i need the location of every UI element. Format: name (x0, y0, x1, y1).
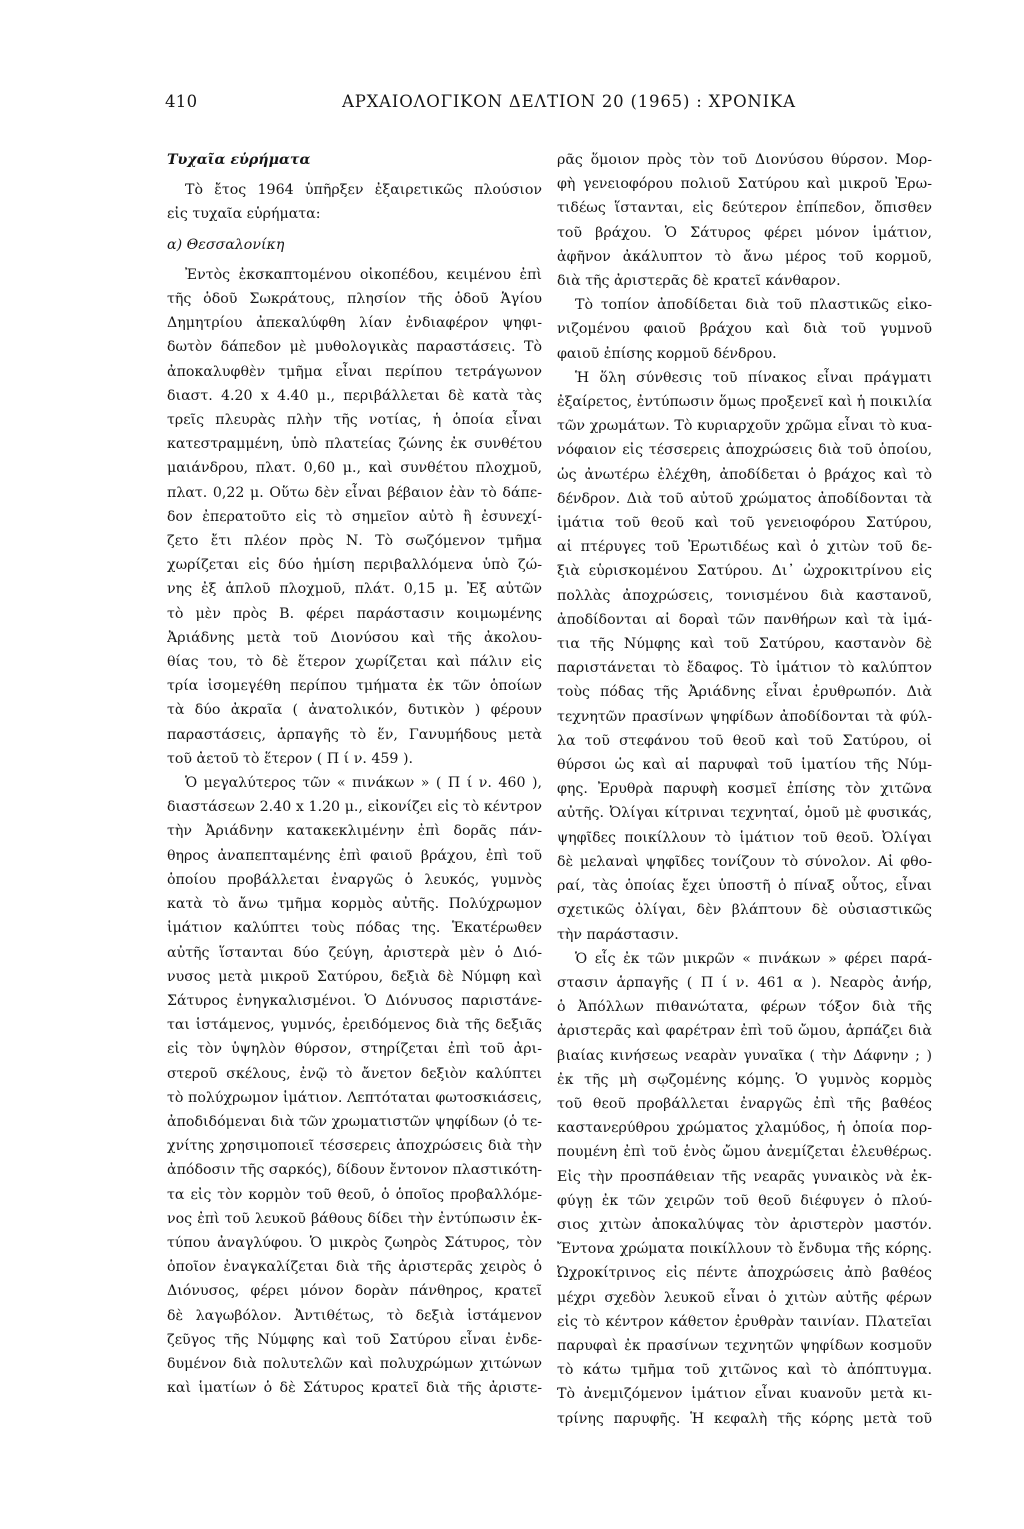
text-line: νος ἐπὶ τοῦ λευκοῦ βάθους δίδει τὴν ἐντύπωσιν ἐκ- (167, 1210, 542, 1227)
subsection-heading: α) Θεσσαλονίκη (167, 236, 285, 253)
text-line: εἰς τὸν ὑψηλὸν θύρσον, στηρίζεται ἐπὶ τοῦ ἀρι- (167, 1041, 542, 1058)
text-line: τὴν παράστασιν. (557, 926, 679, 943)
text-line: Ὠχροκίτρινος εἰς πέντε ἀποχρώσεις ἀπὸ βαθέος (557, 1265, 932, 1282)
text-line: ἐκ τῆς μὴ σῳζομένης κόμης. Ὁ γυμνὸς κορμὸς (557, 1071, 932, 1088)
text-line: νόφαιον εἰς τέσσερεις ἀποχρώσεις διὰ τοῦ ὁποίου, (557, 442, 932, 459)
text-line: λα τοῦ στεφάνου τοῦ θεοῦ καὶ τοῦ Σατύρου, οἱ (557, 732, 932, 749)
text-line: ραί, τὰς ὁποίας ἔχει ὑποστῆ ὁ πίναξ οὗτος, εἶναι (557, 878, 932, 895)
running-header (0, 92, 1024, 116)
page-number: 410 (165, 92, 198, 111)
text-line: παραστάσεις, ἁρπαγῆς τὸ ἕν, Γανυμήδους μετὰ (167, 726, 542, 743)
text-line: ἀποδίδονται αἱ δοραὶ τῶν πανθήρων καὶ τὰ ἱμά- (557, 611, 932, 628)
text-line: ὁποῖον ἐναγκαλίζεται διὰ τῆς ἀριστερᾶς χειρὸς ὁ (167, 1259, 542, 1276)
text-line: ται ἱστάμενος, γυμνός, ἐρειδόμενος διὰ τῆς δεξιᾶς (167, 1017, 542, 1034)
text-line: τοῦ ἀετοῦ τὸ ἕτερον ( Π ί ν. 459 ). (167, 750, 413, 767)
text-line: τὸ κάτω τμῆμα τοῦ χιτῶνος καὶ τὸ ἀπόπτυγμα. (557, 1362, 932, 1379)
text-line: τὸ πολύχρωμον ἱμάτιον. Λεπτόταται φωτοσκιάσεις, (167, 1089, 542, 1106)
text-line: τύπου ἀναγλύφου. Ὁ μικρὸς ζωηρὸς Σάτυρος, τὸν (167, 1234, 542, 1251)
text-line: Τὸ ἀνεμιζόμενον ἱμάτιον εἶναι κυανοῦν μετὰ κι- (557, 1386, 932, 1403)
text-line: δον ἐπερατοῦτο εἰς τὸ σημεῖον αὐτὸ ἢ ἐσυνεχί- (167, 508, 542, 525)
text-line: πουμένη ἐπὶ τοῦ ἑνὸς ὤμου ἀνεμίζεται ἐλευθέρως. (557, 1144, 932, 1161)
text-line: νυσος μετὰ μικροῦ Σατύρου, δεξιὰ δὲ Νύμφη καὶ (167, 968, 542, 985)
text-line: τοῦ βράχου. Ὁ Σάτυρος φέρει μόνον ἱμάτιον, (557, 224, 932, 241)
text-line: διαστ. 4.20 x 4.40 μ., περιβάλλεται δὲ κατὰ τὰς (167, 387, 542, 404)
text-line: Ἡ ὅλη σύνθεσις τοῦ πίνακος εἶναι πράγματι (575, 369, 932, 386)
text-line: ἐξαίρετος, ἐντύπωσιν ὅμως προξενεῖ καὶ ἡ ποικιλία (557, 394, 932, 411)
text-line: εἰς τυχαῖα εὑρήματα: (167, 206, 321, 223)
text-line: διαστάσεων 2.40 x 1.20 μ., εἰκονίζει εἰς τὸ κέντρον (167, 799, 542, 816)
text-line: ἀπόδοσιν τῆς σαρκός), δίδουν ἔντονον πλαστικότη- (167, 1162, 542, 1179)
text-line: φης. Ἐρυθρὰ παρυφὴ κοσμεῖ ἐπίσης τὸν χιτῶνα (557, 781, 932, 798)
text-line: τῶν χρωμάτων. Τὸ κυριαρχοῦν χρῶμα εἶναι τὸ κυα- (557, 418, 932, 435)
text-line: μαιάνδρου, πλατ. 0,60 μ., καὶ συνθέτου πλοχμοῦ, (167, 460, 542, 477)
text-line: τὰ δύο ἀκραῖα ( ἀνατολικόν, δυτικὸν ) φέρουν (167, 702, 542, 719)
text-line: τρία ἰσομεγέθη περίπου τμήματα ἐκ τῶν ὁποίων (167, 678, 542, 695)
text-line: καὶ ἱματίων ὁ δὲ Σάτυρος κρατεῖ διὰ τῆς ἀριστε- (167, 1380, 542, 1397)
text-line: νιζομένου φαιοῦ βράχου καὶ διὰ τοῦ γυμνοῦ (557, 321, 932, 338)
text-line: θηρος ἀναπεπταμένης ἐπὶ φαιοῦ βράχου, ἐπὶ τοῦ (167, 847, 542, 864)
text-line: τεχνητῶν πρασίνων ψηφίδων ἀποδίδονται τὰ φύλ- (557, 708, 932, 725)
text-line: χωρίζεται εἰς δύο ἡμίση περιβαλλόμενα ὑπὸ ζώ- (167, 557, 542, 574)
text-line: ὁποίου προβάλλεται ἐναργῶς ὁ λευκός, γυμνὸς (167, 871, 542, 888)
left-column (167, 148, 542, 1400)
text-line: Εἰς τὴν προσπάθειαν τῆς νεαρᾶς γυναικὸς νὰ ἐκ- (557, 1168, 932, 1185)
text-line: φὴ γενειοφόρου πολιοῦ Σατύρου καὶ μικροῦ Ἐρω- (557, 176, 932, 193)
text-line: κατεστραμμένη, ὑπὸ πλατείας ζώνης ἐκ συνθέτου (167, 436, 542, 453)
text-line: ζεῦγος τῆς Νύμφης καὶ τοῦ Σατύρου εἶναι ἐνδε- (167, 1331, 542, 1348)
text-line: πολλὰς ἀποχρώσεις, τονισμένου διὰ καστανοῦ, (557, 587, 932, 604)
text-line: ἀφῆνον ἀκάλυπτον τὸ ἄνω μέρος τοῦ κορμοῦ, (557, 248, 932, 265)
text-line: δωτὸν δάπεδον μὲ μυθολογικὰς παραστάσεις. Τὸ (167, 339, 542, 356)
text-line: Σάτυρος ἐνηγκαλισμένοι. Ὁ Διόνυσος παριστάνε- (167, 992, 542, 1009)
text-line: στεροῦ σκέλους, ἐνῷ τὸ ἄνετον δεξιὸν καλύπτει (167, 1065, 542, 1082)
text-line: κατὰ τὸ ἄνω τμῆμα κορμὸς αὐτῆς. Πολύχρωμον (167, 896, 542, 913)
text-line: τρεῖς πλευρὰς πλὴν τῆς νοτίας, ἡ ὁποία εἶναι (167, 412, 542, 429)
text-line: σχετικῶς ὀλίγαι, δὲν βλάπτουν δὲ οὐσιαστικῶς (557, 902, 932, 919)
text-line: σιος χιτὼν ἀποκαλύψας τὸν ἀριστερὸν μαστόν. (557, 1216, 932, 1233)
text-line: Δημητρίου ἀπεκαλύφθη λίαν ἐνδιαφέρον ψηφι- (167, 315, 542, 332)
text-line: θίας του, τὸ δὲ ἕτερον χωρίζεται καὶ πάλιν εἰς (167, 654, 542, 671)
text-line: παριστάνεται τὸ ἔδαφος. Τὸ ἱμάτιον τὸ καλύπτον (557, 660, 932, 677)
text-line: ἀποκαλυφθὲν τμῆμα εἶναι περίπου τετράγωνον (167, 363, 542, 380)
running-head-title: ΑΡΧΑΙΟΛΟΓΙΚΟΝ ΔΕΛΤΙΟΝ 20 (1965) : ΧΡΟΝΙΚΑ (342, 92, 796, 111)
text-line: δὲ λαγωβόλον. Ἀντιθέτως, τὸ δεξιὰ ἱστάμενον (167, 1307, 542, 1324)
text-line: φαιοῦ ἐπίσης κορμοῦ δένδρου. (557, 345, 777, 362)
text-line: Ἔντονα χρώματα ποικίλλουν τὸ ἔνδυμα τῆς κόρης. (557, 1241, 932, 1258)
text-line: τῆς ὁδοῦ Σωκράτους, πλησίον τῆς ὁδοῦ Ἁγίου (167, 291, 542, 308)
text-line: ζετο ἔτι πλέον πρὸς Ν. Τὸ σωζόμενον τμῆμα (167, 533, 542, 550)
text-line: ἱμάτιον καλύπτει τοὺς πόδας της. Ἑκατέρωθεν (167, 920, 542, 937)
text-line: ρᾶς ὅμοιον πρὸς τὸν τοῦ Διονύσου θύρσον. Μορ- (557, 152, 932, 168)
text-line: δὲ μελαναὶ ψηφῖδες τονίζουν τὸ σύνολον. Αἱ φθο- (557, 853, 932, 870)
text-line: καστανερύθρου χρώματος χλαμύδος, ἡ ὁποία πορ- (557, 1120, 932, 1137)
text-line: δυμένον διὰ πολυτελῶν καὶ πολυχρώμων χιτώνων (167, 1355, 542, 1372)
text-line: ψηφῖδες ποικίλλουν τὸ ἱμάτιον τοῦ θεοῦ. Ὀλίγαι (557, 829, 932, 846)
text-line: νης ἐξ ἁπλοῦ πλοχμοῦ, πλάτ. 0,15 μ. Ἐξ αὐτῶν (167, 581, 542, 598)
text-line: Ἐντὸς ἐκσκαπτομένου οἰκοπέδου, κειμένου ἐπὶ (185, 266, 542, 283)
right-column (557, 148, 932, 1431)
text-line: τια τῆς Νύμφης καὶ τοῦ Σατύρου, καστανὸν δὲ (557, 636, 932, 653)
text-line: παρυφαὶ ἐκ πρασίνων τεχνητῶν ψηφίδων κοσμοῦν (557, 1337, 932, 1354)
text-line: ξιὰ εὑρισκομένου Σατύρου. Δι᾽ ὠχροκιτρίνου εἰς (557, 563, 932, 580)
text-line: ἀριστερᾶς καὶ φαρέτραν ἐπὶ τοῦ ὤμου, ἁρπάζει διὰ (557, 1023, 932, 1040)
text-line: ὁ Ἀπόλλων πιθανώτατα, φέρων τόξον διὰ τῆς (557, 999, 932, 1016)
text-line: αὐτῆς. Ὀλίγαι κίτριναι τεχνηταί, ὁμοῦ μὲ φυσικάς, (557, 805, 932, 822)
text-line: ὡς ἀνωτέρω ἐλέχθη, ἀποδίδεται ὁ βράχος καὶ τὸ (557, 466, 932, 483)
text-line: πλατ. 0,22 μ. Οὕτω δὲν εἶναι βέβαιον ἐὰν τὸ δάπε- (167, 484, 542, 501)
text-line: τιδέως ἵστανται, εἰς δεύτερον ἐπίπεδον, ὄπισθεν (557, 200, 932, 217)
text-line: χνίτης χρησιμοποιεῖ τέσσερεις ἀποχρώσεις διὰ τὴν (167, 1138, 542, 1155)
text-line: μέχρι σχεδὸν λευκοῦ εἶναι ὁ χιτὼν αὐτῆς φέρων (557, 1289, 932, 1306)
text-line: τοὺς πόδας τῆς Ἀριάδνης εἶναι ἐρυθρωπόν. Διὰ (557, 684, 932, 701)
text-line: Ὁ μεγαλύτερος τῶν « πινάκων » ( Π ί ν. 460 ), (185, 775, 542, 792)
text-line: ἱμάτια τοῦ θεοῦ καὶ τοῦ γενειοφόρου Σατύρου, (557, 515, 932, 532)
text-line: αὐτῆς ἵστανται δύο ζεύγη, ἀριστερὰ μὲν ὁ Διό- (167, 944, 542, 961)
text-line: δένδρον. Διὰ τοῦ αὐτοῦ χρώματος ἀποδίδονται τὰ (557, 490, 932, 507)
text-line: Ἀριάδνης μετὰ τοῦ Διονύσου καὶ τῆς ἀκολου- (167, 629, 542, 646)
text-line: εἰς τὸ κέντρον κάθετον ἐρυθρὰν ταινίαν. Πλατεῖαι (557, 1313, 932, 1330)
text-line: Τὸ τοπίον ἀποδίδεται διὰ τοῦ πλαστικῶς εἰκο- (575, 297, 932, 314)
text-line: Τὸ ἔτος 1964 ὑπῆρξεν ἐξαιρετικῶς πλούσιον (185, 182, 542, 199)
text-line: τα εἰς τὸν κορμὸν τοῦ θεοῦ, ὁ ὁποῖος προβαλλόμε- (167, 1186, 542, 1203)
text-line: Διόνυσος, φέρει μόνον δορὰν πάνθηρος, κρατεῖ (167, 1283, 542, 1300)
text-line: φύγῃ ἐκ τῶν χειρῶν τοῦ θεοῦ διέφυγεν ὁ πλού- (557, 1192, 932, 1209)
text-line: τὸ μὲν πρὸς Β. φέρει παράστασιν κοιμωμένης (167, 605, 542, 622)
text-line: ἀποδιδόμεναι διὰ τῶν χρωματιστῶν ψηφίδων (ὁ τε- (167, 1113, 542, 1130)
text-line: τοῦ θεοῦ προβάλλεται ἐναργῶς ἐπὶ τῆς βαθέος (557, 1095, 932, 1112)
section-title: Τυχαῖα εὑρήματα (167, 152, 311, 168)
text-line: Ὁ εἷς ἐκ τῶν μικρῶν « πινάκων » φέρει παρά- (575, 950, 932, 967)
text-line: στασιν ἁρπαγῆς ( Π ί ν. 461 α ). Νεαρὸς ἀνήρ, (557, 974, 932, 991)
text-line: τρίνης παρυφῆς. Ἡ κεφαλὴ τῆς κόρης μετὰ τοῦ (557, 1410, 932, 1427)
text-line: τὴν Ἀριάδνην κατακεκλιμένην ἐπὶ δορᾶς πάν- (167, 823, 542, 840)
text-line: διὰ τῆς ἀριστερᾶς δὲ κρατεῖ κάνθαρον. (557, 273, 841, 290)
text-line: αἱ πτέρυγες τοῦ Ἐρωτιδέως καὶ ὁ χιτὼν τοῦ δε- (557, 539, 932, 556)
text-line: βιαίας κινήσεως νεαρὰν γυναῖκα ( τὴν Δάφνην ; ) (557, 1047, 932, 1064)
text-line: θύρσοι ὡς καὶ αἱ παρυφαὶ τοῦ ἱματίου τῆς Νύμ- (557, 757, 932, 774)
